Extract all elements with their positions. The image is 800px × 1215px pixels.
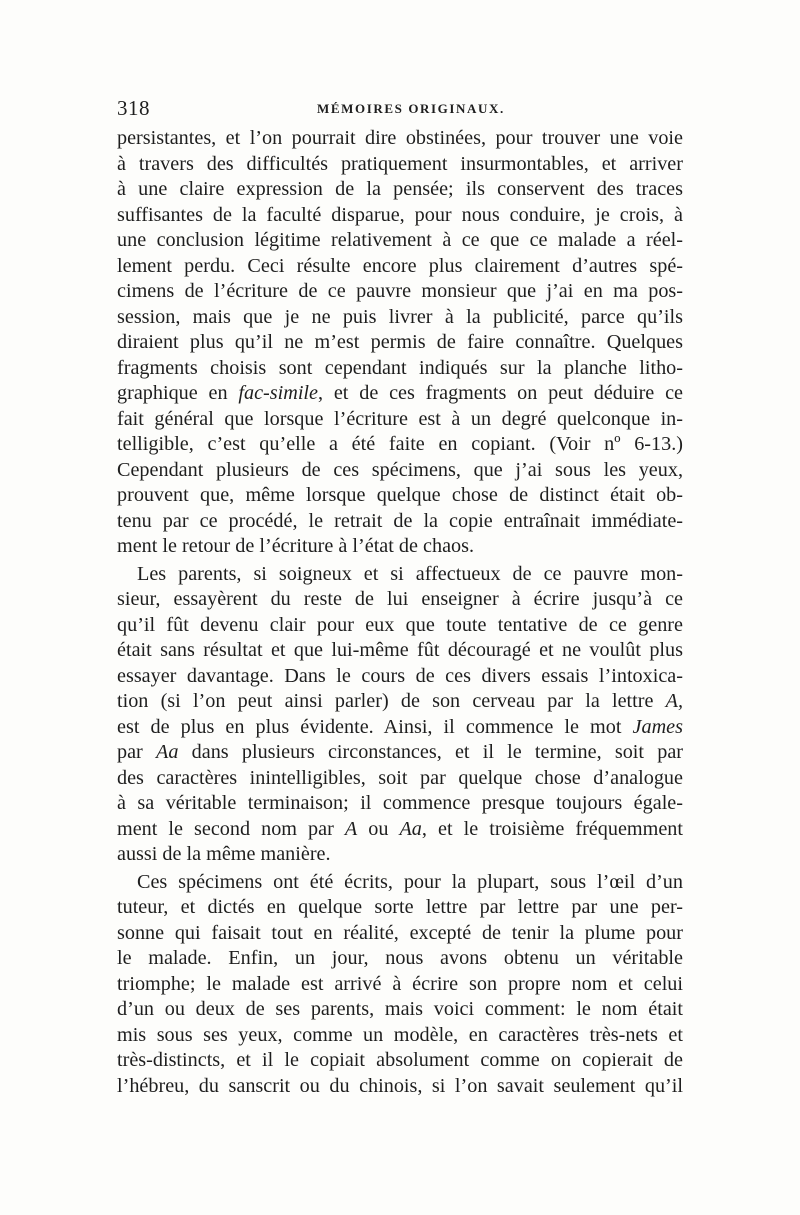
text-line: fragments choisis sont cependant indiqués sur la planche litho- xyxy=(117,356,683,379)
text-line xyxy=(117,715,683,741)
text-line xyxy=(117,689,683,715)
text-line: tuteur, et dictés en quelque sorte lettre par lettre par une per- xyxy=(117,896,683,918)
text-line: Ces spécimens ont été écrits, pour la plupart, sous l’œil d’un xyxy=(137,870,683,893)
italic-term: fac-simile xyxy=(238,382,318,404)
text-line: essayer davantage. Dans le cours de ces divers essais l’intoxica- xyxy=(117,664,683,687)
text-line: à sa véritable terminaison; il commence presque toujours égale- xyxy=(117,792,683,814)
paragraph-1 xyxy=(117,126,683,560)
text-line: cimens de l’écriture de ce pauvre monsieur que j’ai en ma pos- xyxy=(117,280,683,302)
italic-term: A xyxy=(344,817,358,840)
text-line: qu’il fût devenu clair pour eux que toute tentative de ce genre xyxy=(117,613,683,636)
text-line: lement perdu. Ceci résulte encore plus clairement d’autres spé- xyxy=(117,254,683,277)
text-run: , et de ces fragments on peut déduire ce xyxy=(318,382,683,404)
italic-term: Aa xyxy=(156,741,179,763)
text-line xyxy=(117,740,683,766)
text-line: le malade. Enfin, un jour, nous avons obtenu un véritable xyxy=(117,947,683,969)
text-line: d’un ou deux de ses parents, mais voici comment: le nom était xyxy=(117,998,683,1020)
text-line: sonne qui faisait tout en réalité, excepté de tenir la plume pour xyxy=(117,921,683,944)
text-line: telligible, c’est qu’elle a été faite en copiant. (Voir nº 6-13.) xyxy=(117,433,683,455)
text-run: ou xyxy=(357,817,400,840)
text-line: sieur, essayèrent du reste de lui enseigner à écrire jusqu’à ce xyxy=(117,588,683,610)
text-run: ment le second nom par xyxy=(117,817,345,840)
text-line: à travers des difficultés pratiquement insurmontables, et arriver xyxy=(117,152,683,175)
text-line xyxy=(117,817,683,843)
text-line: persistantes, et l’on pourrait dire obstinées, pour trouver une voie xyxy=(117,127,683,149)
italic-term: James xyxy=(632,715,683,738)
text-line: des caractères inintelligibles, soit par quelque chose d’analogue xyxy=(117,766,683,789)
text-line: Cependant plusieurs de ces spécimens, que j’ai sous les yeux, xyxy=(117,458,683,481)
text-run: est de plus en plus évidente. Ainsi, il commence le mot xyxy=(117,715,633,738)
running-head xyxy=(117,96,683,122)
text-line: aussi de la même manière. xyxy=(117,843,331,865)
body-text xyxy=(117,126,683,1099)
text-run: dans plusieurs circonstances, et il le termine, soit par xyxy=(178,741,684,763)
page-number: 318 xyxy=(117,96,150,120)
paragraph-2 xyxy=(117,562,683,868)
text-line: diraient plus qu’il ne m’est permis de faire connaître. Quelques xyxy=(117,331,683,353)
text-run: graphique en xyxy=(117,382,239,404)
text-line: suffisantes de la faculté disparue, pour nous conduire, je crois, à xyxy=(117,203,683,226)
text-line: triomphe; le malade est arrivé à écrire son propre nom et celui xyxy=(117,972,683,995)
italic-term: Aa xyxy=(399,817,422,840)
text-line: tenu par ce procédé, le retrait de la copie entraînait immédiate- xyxy=(117,509,683,532)
text-line: fait général que lorsque l’écriture est à un degré quelconque in- xyxy=(117,407,683,430)
text-line: à une claire expression de la pensée; ils conservent des traces xyxy=(117,178,683,200)
text-line: très-distincts, et il le copiait absolument comme on copierait de xyxy=(117,1049,683,1071)
running-title: MÉMOIRES ORIGINAUX. xyxy=(317,101,505,116)
text-line xyxy=(117,381,683,407)
text-run: par xyxy=(117,741,156,763)
text-line: prouvent que, même lorsque quelque chose de distinct était ob- xyxy=(117,484,683,506)
text-line: mis sous ses yeux, comme un modèle, en caractères très-nets et xyxy=(117,1023,683,1046)
text-line: session, mais que je ne puis livrer à la publicité, parce qu’ils xyxy=(117,305,683,328)
text-line: était sans résultat et que lui-même fût découragé et ne voulût plus xyxy=(117,639,683,661)
paragraph-3 xyxy=(117,870,683,1100)
text-run: , et le troisième fréquemment xyxy=(421,817,683,840)
text-line: Les parents, si soigneux et si affectueux de ce pauvre mon- xyxy=(137,562,683,585)
text-line: une conclusion légitime relativement à ce que ce malade a réel- xyxy=(117,229,683,251)
text-line: ment le retour de l’écriture à l’état de chaos. xyxy=(117,535,475,557)
text-line: l’hébreu, du sanscrit ou du chinois, si l’on savait seulement qu’il xyxy=(117,1074,683,1097)
text-run: tion (si l’on peut ainsi parler) de son cerveau par la lettre xyxy=(117,690,666,712)
italic-term: A, xyxy=(665,690,683,712)
